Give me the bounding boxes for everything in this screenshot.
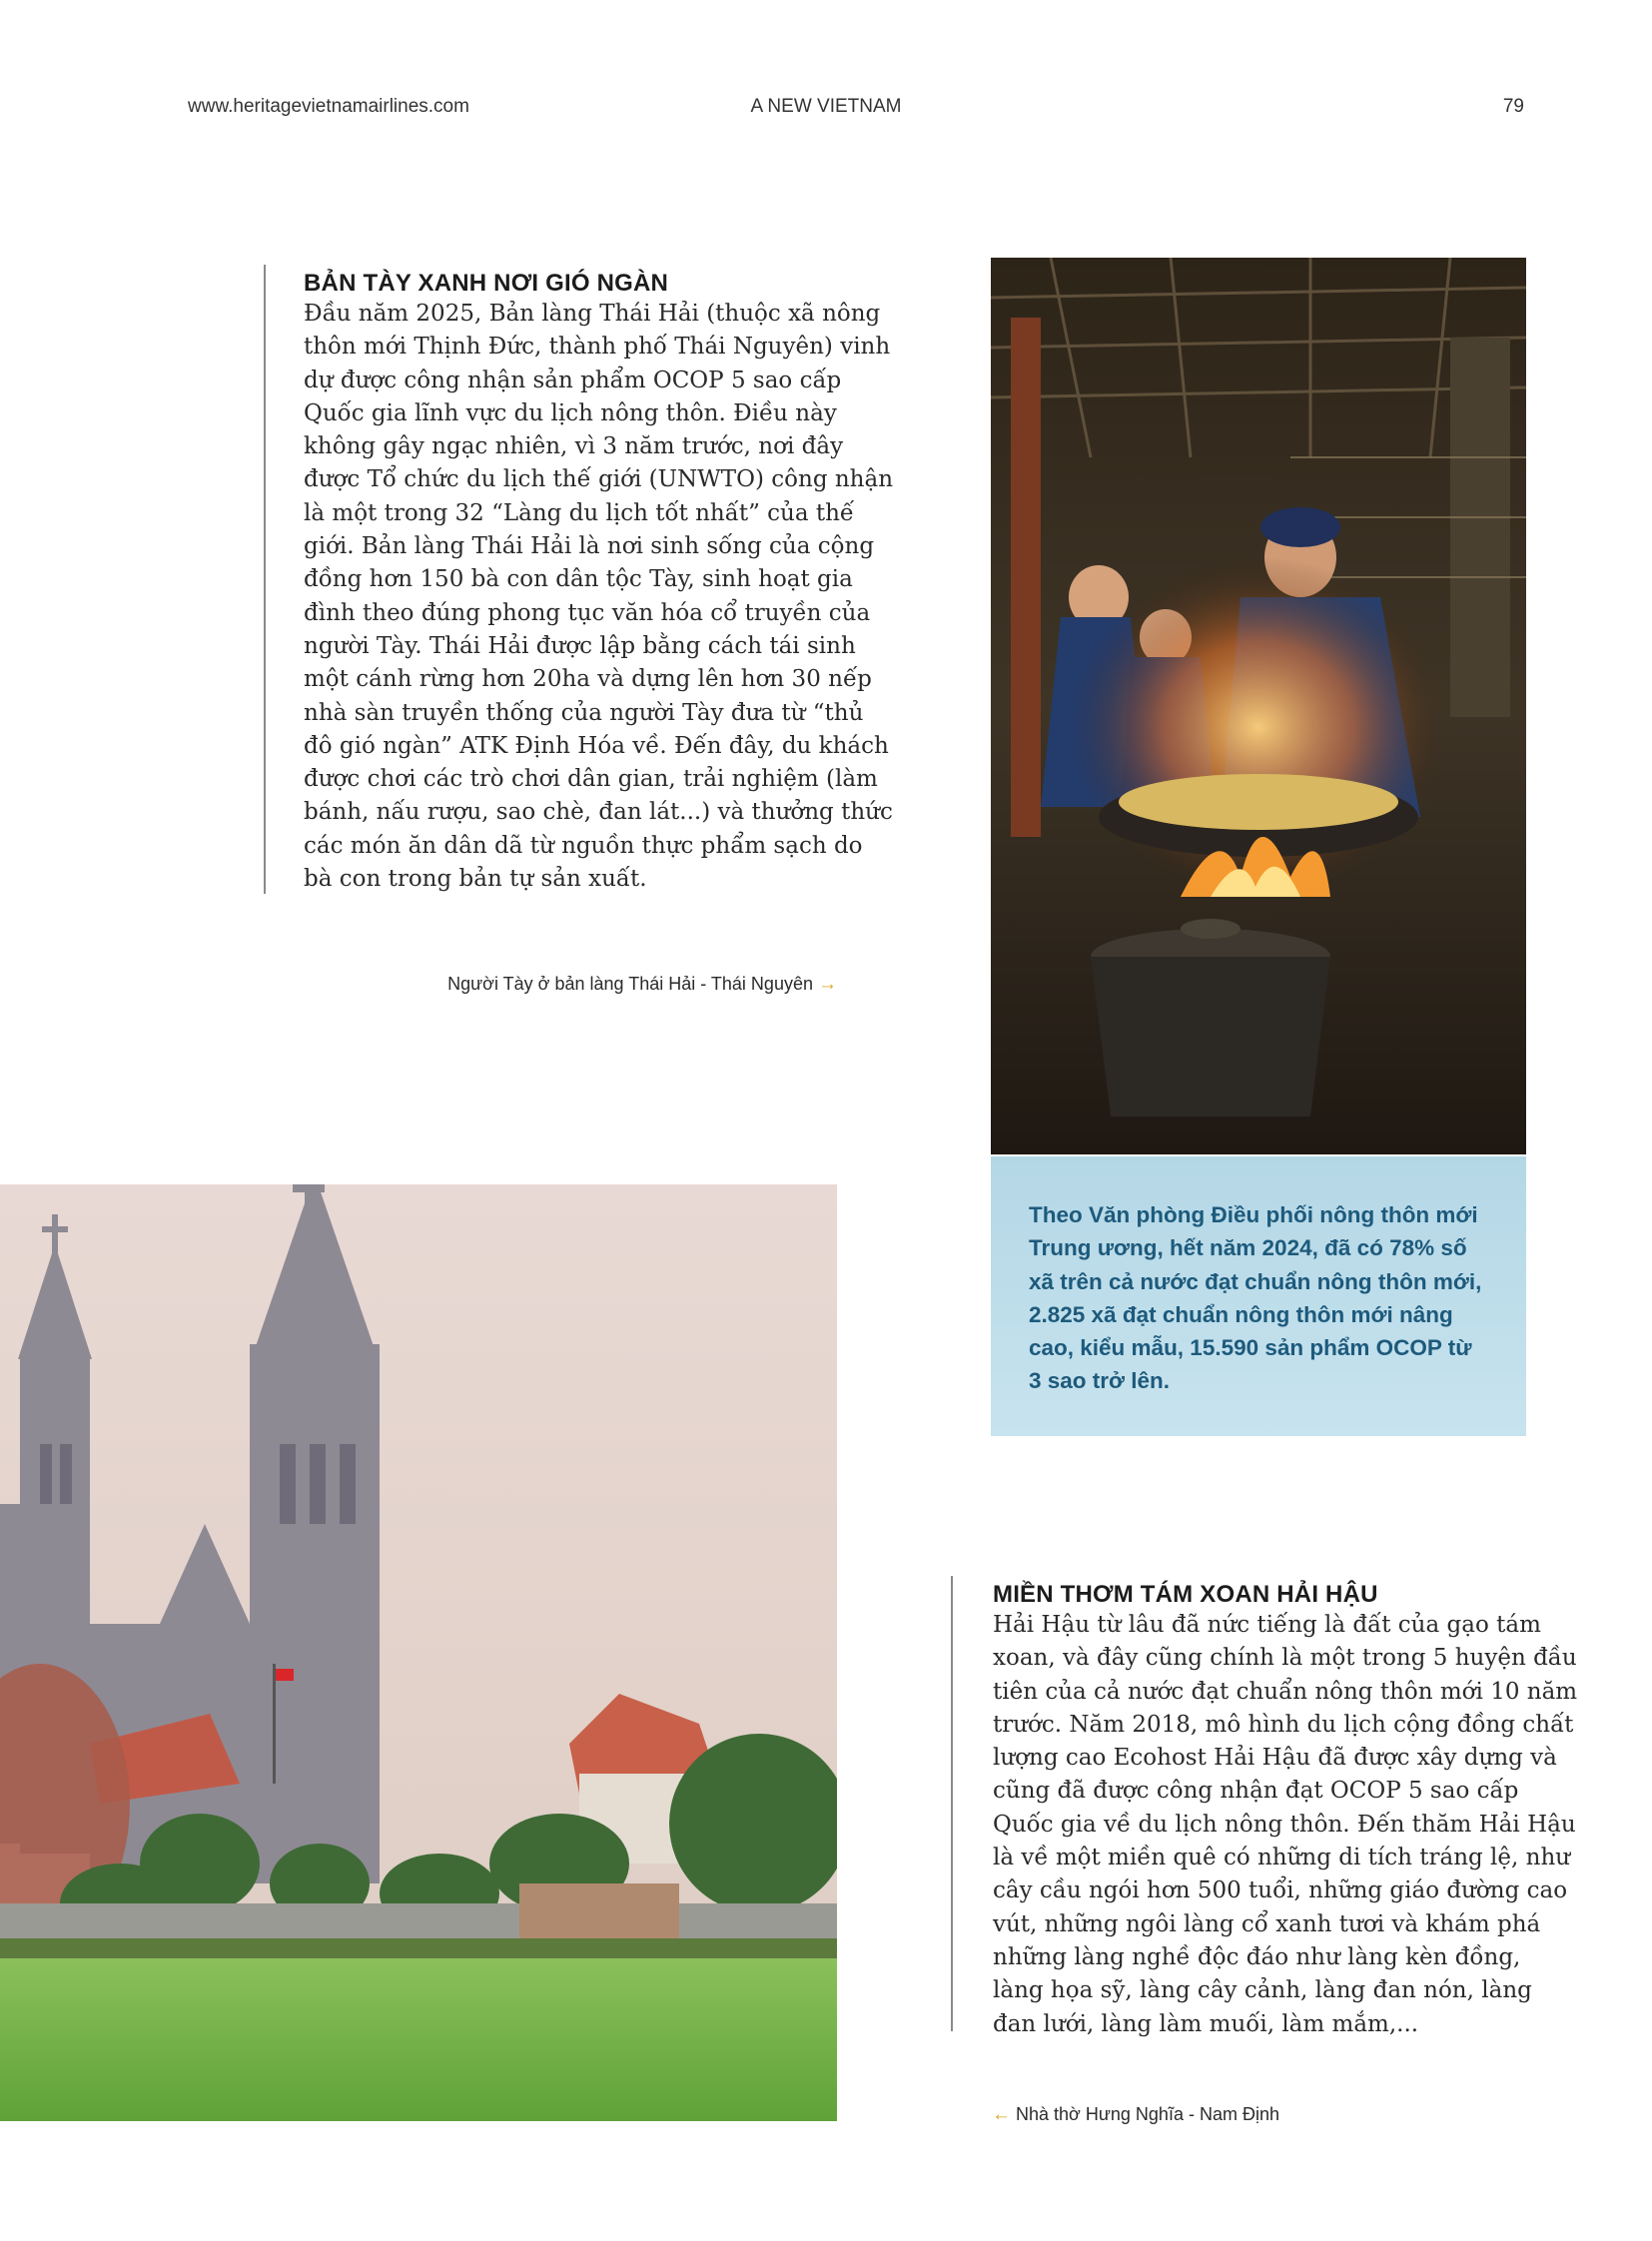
section-title: A NEW VIETNAM (750, 96, 902, 117)
article-ban-tay (264, 265, 893, 894)
quote-text: Theo Văn phòng Điều phối nông thôn mới Trung ương, hết năm 2024, đã có 78% số xã trên cả nước đạt chuẩn nông thôn mới, 2.825 xã đạt chuẩn nông thôn mới nâng cao, kiểu mẫu, 15.590 sản phẩm OCOP từ 3 sao trở lên. (1029, 1202, 1482, 1394)
arrow-right-icon: → (818, 974, 837, 995)
article-title: BẢN TÀY XANH NƠI GIÓ NGÀN (304, 270, 669, 297)
photo-hung-nghia-church (0, 1184, 837, 2121)
quote-box (991, 1156, 1526, 1436)
photo-caption-thai-hai (447, 974, 837, 996)
arrow-left-icon: ← (992, 2104, 1011, 2125)
website-url[interactable]: www.heritagevietnamairlines.com (188, 96, 469, 117)
photo-caption-hung-nghia (992, 2104, 1279, 2126)
article-body: Đầu năm 2025, Bản làng Thái Hải (thuộc xã nông thôn mới Thịnh Đức, thành phố Thái Nguyên) vinh dự được công nhận sản phẩm OCOP 5 sao cấp Quốc gia lĩnh vực du lịch nông thôn. Điều này không gây ngạc nhiên, vì 3 năm trước, nơi đây được Tổ chức du lịch thế giới (UNWTO) công nhận là một trong 32 “Làng du lịch tốt nhất” của thế giới. Bản làng Thái Hải là nơi sinh sống của cộng đồng hơn 150 bà con dân tộc Tày, sinh hoạt gia đình theo đúng phong tục văn hóa cổ truyền của người Tày. Thái Hải được lập bằng cách tái sinh một cánh rừng hơn 20ha và dựng lên hơn 30 nếp nhà sàn truyền thống của người Tày đưa từ “thủ đô gió ngàn” ATK Định Hóa về. Đến đây, du khách được chơi các trò chơi dân gian, trải nghiệm (làm bánh, nấu rượu, sao chè, đan lát...) và thưởng thức các món ăn dân dã từ nguồn thực phẩm sạch do bà con trong bản tự sản xuất. (304, 301, 894, 893)
caption-text: Nhà thờ Hưng Nghĩa - Nam Định (1016, 2104, 1279, 2124)
article-title: MIỀN THƠM TÁM XOAN HẢI HẬU (993, 1581, 1378, 1608)
article-body: Hải Hậu từ lâu đã nức tiếng là đất của gạo tám xoan, và đây cũng chính là một trong 5 huyện đầu tiên của cả nước đạt chuẩn nông thôn mới 10 năm trước. Năm 2018, mô hình du lịch cộng đồng chất lượng cao Ecohost Hải Hậu đã được xây dựng và cũng đã được công nhận đạt OCOP 5 sao cấp Quốc gia về du lịch nông thôn. Đến thăm Hải Hậu là về một miền quê có những di tích tráng lệ, như cây cầu ngói hơn 500 tuổi, những giáo đường cao vút, những ngôi làng cổ xanh tươi và khám phá những làng nghề độc đáo như làng kèn đồng, làng họa sỹ, làng cây cảnh, làng đan nón, làng đan lưới, làng làm muối, làm mắm,... (993, 1612, 1578, 2037)
page-number: 79 (1502, 96, 1524, 117)
caption-text: Người Tày ở bản làng Thái Hải - Thái Nguyên (447, 974, 813, 994)
photo-tay-family-cooking (991, 258, 1526, 1154)
article-hai-hau (951, 1576, 1578, 2037)
